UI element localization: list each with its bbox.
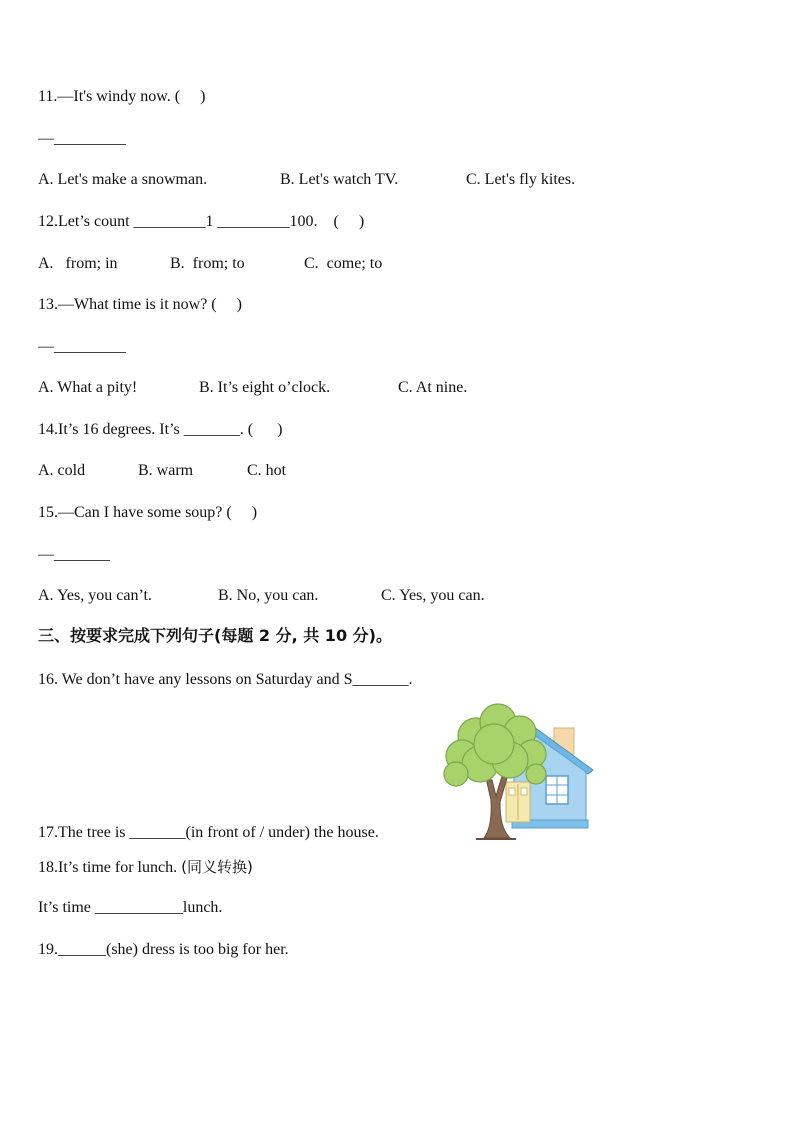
question-14-option-a: A. cold <box>38 462 86 479</box>
question-15-option-b: B. No, you can. <box>218 587 319 604</box>
question-13-answer-line: —_________ <box>38 338 126 355</box>
question-11-stem: 11.—It's windy now. ( ) <box>38 88 206 105</box>
question-14-option-b: B. warm <box>138 462 194 479</box>
question-12-option-c: C. come; to <box>304 255 383 272</box>
question-16-stem: 16. We don’t have any lessons on Saturday and S_______. <box>38 671 413 688</box>
question-12-option-a: A. from; in <box>38 255 118 272</box>
question-13-option-a: A. What a pity! <box>38 379 138 396</box>
question-15-option-c: C. Yes, you can. <box>381 587 485 604</box>
question-13-option-c: C. At nine. <box>398 379 468 396</box>
question-15-option-a: A. Yes, you can’t. <box>38 587 152 604</box>
question-14-option-c: C. hot <box>247 462 287 479</box>
question-12-stem: 12.Let’s count _________1 _________100. ( ) <box>38 213 365 230</box>
question-13-stem: 13.—What time is it now? ( ) <box>38 296 242 313</box>
question-15-answer-line: —_______ <box>38 546 110 563</box>
question-18-line <box>38 857 253 877</box>
question-11-option-b: B. Let's watch TV. <box>280 171 399 188</box>
question-17-stem: 17.The tree is _______(in front of / under) the house. <box>38 824 379 841</box>
tree-and-house-illustration <box>436 700 596 840</box>
question-12-option-b: B. from; to <box>170 255 245 272</box>
section-3-title: 三、按要求完成下列句子(每题 2 分, 共 10 分)。 <box>38 626 392 645</box>
question-11-answer-line: —_________ <box>38 130 126 147</box>
tree-leaves <box>444 704 546 786</box>
question-18-note: (同义转换) <box>181 858 253 876</box>
question-18-answer: It’s time ___________lunch. <box>38 899 223 916</box>
question-14-stem: 14.It’s 16 degrees. It’s _______. ( ) <box>38 421 283 438</box>
question-18-stem: 18.It’s time for lunch. <box>38 859 182 876</box>
question-11-option-a: A. Let's make a snowman. <box>38 171 208 188</box>
question-11-option-c: C. Let's fly kites. <box>466 171 576 188</box>
question-15-stem: 15.—Can I have some soup? ( ) <box>38 504 258 521</box>
question-19-stem: 19.______(she) dress is too big for her. <box>38 941 289 958</box>
question-13-option-b: B. It’s eight o’clock. <box>199 379 331 396</box>
